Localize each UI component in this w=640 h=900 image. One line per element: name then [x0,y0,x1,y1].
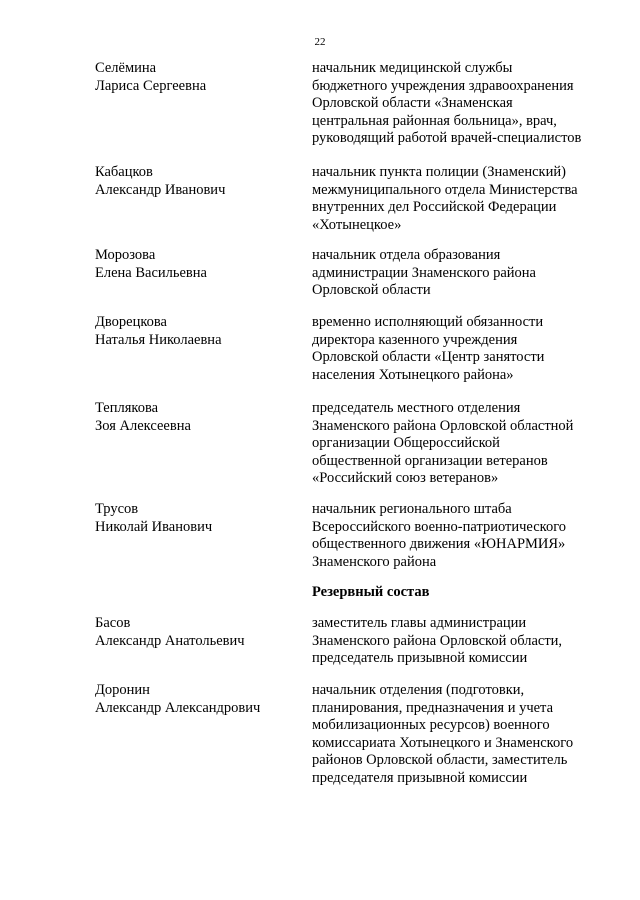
role-line: общественного движения «ЮНАРМИЯ» [312,536,566,552]
name-line: Зоя Алексеевна [95,417,191,434]
name-line: Морозова [95,247,156,263]
role-line: администрации Знаменского района [312,264,536,281]
role-line: директора казенного учреждения [312,331,518,348]
name-line: Басов [95,615,131,631]
role-line: комиссариата Хотынецкого и Знаменского [312,734,574,751]
name-line: Дворецкова [95,314,167,330]
role-line: начальник отделения (подготовки, [312,682,525,698]
role-line: районов Орловской области, заместитель [312,752,568,768]
name-line: Александр Иванович [95,181,226,198]
member-role [312,60,612,148]
role-line: Всероссийского военно-патриотического [312,518,567,535]
member-name [95,164,295,199]
role-line: Знаменского района Орловской области, [312,632,563,649]
role-line: населения Хотынецкого района» [312,366,514,383]
name-line: Наталья Николаевна [95,331,222,348]
role-line: общественной организации ветеранов [312,452,548,469]
role-line: «Российский союз ветеранов» [312,470,499,486]
role-line: Орловской области «Знаменская [312,95,513,111]
reserve-section-title: Резервный состав [312,584,430,600]
role-line: межмуниципального отдела Министерства [312,181,578,198]
role-line: Знаменского района Орловской областной [312,417,574,434]
name-line: Александр Анатольевич [95,632,245,649]
member-role [312,501,612,571]
role-line: начальник медицинской службы [312,60,513,76]
name-line: Николай Иванович [95,518,213,535]
member-role [312,247,612,300]
member-role [312,400,612,488]
role-line: центральная районная больница», врач, [312,112,557,129]
member-name [95,682,295,717]
name-line: Кабацков [95,164,153,180]
member-role [312,164,612,234]
role-line: председатель местного отделения [312,400,521,416]
member-name [95,400,295,435]
name-line: Селёмина [95,60,157,76]
role-line: планирования, предназначения и учета [312,699,554,716]
name-line: Лариса Сергеевна [95,77,207,94]
role-line: Орловской области «Центр занятости [312,349,545,365]
role-line: внутренних дел Российской Федерации [312,199,557,215]
member-role [312,615,612,668]
member-role [312,682,612,787]
name-line: Теплякова [95,400,159,416]
role-line: начальник регионального штаба [312,501,512,517]
name-line: Александр Александрович [95,699,261,716]
role-line: председатель призывной комиссии [312,650,528,666]
page-number: 22 [314,36,326,48]
name-line: Доронин [95,682,150,698]
role-line: мобилизационных ресурсов) военного [312,717,550,733]
role-line: бюджетного учреждения здравоохранения [312,77,574,94]
name-line: Трусов [95,501,139,517]
member-name [95,615,295,650]
member-name [95,314,295,349]
name-line: Елена Васильевна [95,264,207,281]
member-name [95,501,295,536]
role-line: временно исполняющий обязанности [312,314,544,330]
role-line: председателя призывной комиссии [312,769,528,786]
member-name [95,247,295,282]
role-line: руководящий работой врачей-специалистов [312,130,582,146]
role-line: начальник отдела образования [312,247,501,263]
member-role [312,314,612,384]
role-line: организации Общероссийской [312,435,500,451]
role-line: Знаменского района [312,553,437,570]
role-line: Орловской области [312,282,431,298]
role-line: начальник пункта полиции (Знаменский) [312,164,566,180]
role-line: «Хотынецкое» [312,216,402,233]
role-line: заместитель главы администрации [312,615,527,631]
member-name [95,60,295,95]
